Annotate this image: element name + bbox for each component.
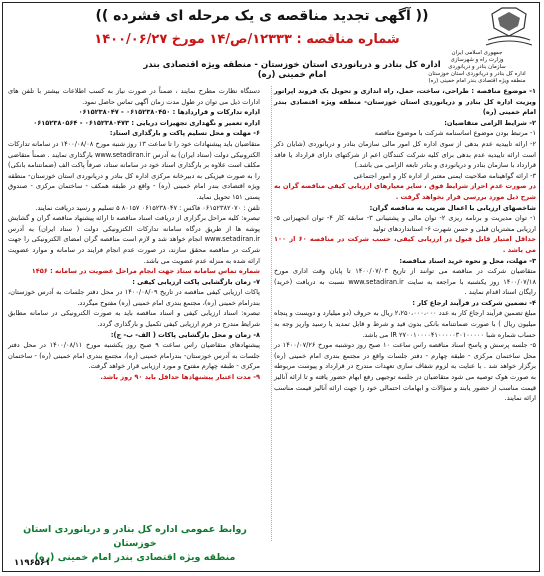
notice-title: (( آگهی تجدید مناقصه ی یک مرحله ای فشرده )) xyxy=(95,8,429,24)
paragraph: شماره تماس سامانه ستاد جهت انجام مراحل عضویت در سامانه : ۱۴۵۶ xyxy=(31,267,260,276)
paragraph: ۱- مرتبط بودن موضوع اساسنامه شرکت با موضوع مناقصه xyxy=(374,129,536,138)
paragraph: ۲- ارائه تاییدیه عدم بدهی از سوی اداره کل امور مالی سازمان بنادر و دریانوردی (شایان ذکر است ارائه تاییدیه عدم بدهی برای کلیه شرکت کنندگان اعم از شرکتهای دارای قرارداد یا فاقد قرارداد با سازمان بنادر و دریانوردی و بنادر تابعه الزامی می باشد.) xyxy=(274,139,536,170)
ports-organization-logo-icon xyxy=(480,6,538,50)
org-line: جمهوری اسلامی ایران xyxy=(451,50,503,56)
paragraph: تبصره: کلیه مراحل برگزاری از دریافت اسناد مناقصه تا ارائه پیشنهاد مناقصه گران و گشایش پوشه ها از طریق درگاه سامانه تدارکات الکترونیکی دولت ( ستاد ایران) به آدرس www.setadiran.ir انجام خواهد شد و لازم است مناقصه گران امضای الکترونیکی را جهت شرکت در مناقصه محقق سازند، در صورت عدم انجام فرایند در سامانه و موارد عضویت ارائه شده به منزله عدم عضویت می باشد. xyxy=(8,214,260,265)
paragraph: ۶- مهلت و محل تسلیم پاکت و بارگذاری اسناد: xyxy=(109,129,260,138)
left-column xyxy=(8,86,260,556)
paragraph: اداره تدارکات و قراردادها : ۰۶۱۵۲۳۸۰۴۵۰ - ۰۶۱۵۲۳۸۰۴۷ xyxy=(78,108,260,117)
footer-line: روابط عمومی اداره کل بنادر و دریانوردی استان خوزستان xyxy=(23,524,247,549)
org-line: وزارت راه و شهرسازی xyxy=(450,57,504,63)
notice-code: ۱۱۹۶۵۶۱ xyxy=(14,558,51,568)
footer-line: منطقه ویژه اقتصادی بندر امام خمینی (ره) xyxy=(34,552,236,563)
paragraph: تلفن : ۰۶۱۵۲۳۸۲۰۷۰ فاکس : ۰۶۱۵۲۳۸۰۴۷ ۸۰۱۵۷ ۵ تسلیم و رسید دریافت نمایند. xyxy=(35,203,260,212)
paragraph: شاخصهای ارزیابی با اعمال ضریب به مناقصه گران: xyxy=(369,203,536,212)
paragraph: ۲- شرایط الزامی متقاضیان: xyxy=(444,118,536,127)
paragraph: پیشنهادهای متقاضیان راس ساعت ۹ صبح روز یکشنبه مورخ ۱۴۰۰/۰۸/۱۱ در محل دفتر جلسات به آدرس خوزستان- بندرامام خمینی (ره)، مجتمع بندری امام خمینی (ره) - ساختمان مرکزی - طبقه چهارم مفتوح و مورد ارزیابی قرار خواهد گرفت. xyxy=(8,341,260,371)
org-line: سازمان بنادر و دریانوردی xyxy=(448,64,506,70)
paragraph: تبصره: اسناد ارزیابی کیفی و اسناد مناقصه باید به صورت الکترونیکی در سامانه مطابق شرایط مندرج در فرم ارزیابی کیفی تکمیل و بارگذاری گردد. xyxy=(8,309,260,329)
column-divider xyxy=(271,86,272,541)
paragraph: ۱- توان مدیریت و برنامه ریزی ۲- توان مالی و پشتیبانی ۳- سابقه کار ۴- توان انجهیزاتی ۵- ارزیابی مشتریان قبلی و حسن شهرت ۶- استانداردهای تولید xyxy=(274,214,536,233)
paragraph: ۳- مهلت، محل و نحوه خرید اسناد مناقصه: xyxy=(399,256,536,265)
paragraph: ۷- زمان بازگشایی پاکت ارزیابی کیفی : xyxy=(132,277,260,286)
paragraph: متقاضیان باید پیشنهادات خود را تا ساعت ۱۳ روز شنبه مورخ ۱۴۰۰/۰۸/۰۸ در سامانه تدارکات الکترونیکی دولت (ستاد ایران) به آدرس www.setadiran.ir بارگذاری نمایند . ضمناً متقاضی مکلف است علاوه بر بارگذاری اسناد خود در سامانه ستاد، صرفاً پاکت الف (ضمانتنامه بانکی) را به صورت فیزیکی به دبیرخانه مرکزی اداره کل بنادر و دریانوردی استان خوزستان- منطقه ویژه اقتصادی بندر امام خمینی (ره) - واقع در طبقه همکف - ساختمان مرکزی - صندوق پستی ۱۵۱ تحویل نماید. xyxy=(8,139,260,201)
paragraph: مبلغ تضمین فرآیند ارجاع کار به عدد ۲،۲۵۰،۰۰۰،۰۰۰ ریال به حروف (دو میلیارد و دویست و پنجاه میلیون ریال ) با صورت ضمانتنامه بانکی بدون قید و شرط و قابل تمدید یا رسید واریز وجه به حساب شماره شبا IR ۲۷۰۰۱۰۰۰۰۴۱۰۰۰۰۰۳۰۱۰۰۰۰۰ می باشد. xyxy=(274,309,536,339)
tender-number: شماره مناقصه : ۱۲۳۳۳/ص/۱۴ مورخ ۱۴۰۰/۰۶/۲۷ xyxy=(94,32,400,47)
paragraph: ۳- ارائه گواهینامه صلاحیت ایمنی معتبر از اداره کار و امور اجتماعی xyxy=(353,171,536,180)
paragraph: ۱- موضوع مناقصه : طراحی، ساخت، حمل، راه اندازی و تحویل یک فروند اپراتور ویزیت اداره کل بنادر و دریانوردی استان خوزستان- منطقه ویژه اقتصادی بندر امام خمینی (ره) xyxy=(274,87,536,117)
paragraph: دستگاه نظارت مطرح نمایند ، ضمناً در صورت نیاز به کسب اطلاعات بیشتر با تلفن های ادارات ذیل می توان در طول مدت زمان آگهی تماس حاصل نمود. xyxy=(8,87,260,106)
paragraph: ۵- جلسه پرسش و پاسخ اسناد مناقصه راس ساعت ۱۰ صبح روز دوشنبه مورخ ۱۴۰۰/۰۷/۲۶ در محل ساختمان مرکزی - طبقه چهارم - دفتر جلسات واقع در مجتمع بندری امام خمینی (ره) برگزار خواهد شد . با عنایت به لزوم شفاف سازی تعهدات مندرج در قرارداد و پیوست مربوطه به صورت هوک توصیه می شود متقاضیان در جلسه توجیهی رفع ابهام حضور یافته و تا ارائه آنالیز قیمت مناسب از حضور یابند و سؤالات و ابهامات احتمالی خود را جهت ارائه آنالیز قیمت مناسب ارائه نمایند. xyxy=(274,341,536,403)
paragraph: ۸- زمان و محل بازگشایی پاکات ( الف- ب- ج): xyxy=(110,330,260,339)
paragraph: ۹- مدت اعتبار پیشنهادها حداقل باید ۹۰ روز باشد. xyxy=(100,373,260,382)
paragraph: حداقل امتیاز قابل قبول در ارزیابی کیفی، حسب شرکت در مناقصه ۶۰ از ۱۰۰ می باشد . xyxy=(274,235,536,254)
paragraph: پاکات ارزیابی کیفی مناقصه در تاریخ ۱۴۰۰/۰۸/۰۹ در محل دفتر جلسات به آدرس خوزستان، بندرامام خمینی (ره)، مجتمع بندری امام خمینی (ره) مفتوح میگردد. xyxy=(8,288,260,307)
header xyxy=(0,0,544,82)
right-column xyxy=(274,86,536,556)
paragraph: در صورت عدم احراز شرایط فوق ، سایر معیارهای ارزیابی کیفی مناقصه گران به شرح ذیل مورد بررسی قرار نخواهد گرفت . xyxy=(274,182,536,201)
org-line: اداره کل بنادر و دریانوردی استان خوزستان xyxy=(428,71,526,77)
org-line: منطقه ویژه اقتصادی بندر امام خمینی (ره) xyxy=(428,78,526,84)
paragraph: اداره تعمیر و نگهداری تجهیزات دریایی : ۰۶۱۵۲۳۸۰۴۷۳ - ۰۶۱۵۲۳۸۰۵۶۴ xyxy=(33,118,260,127)
paragraph: ۴- تضمین شرکت در فرآیند ارجاع کار : xyxy=(412,298,536,307)
notice-subtitle: اداره کل بنادر و دریانوردی استان خوزستان - منطقه ویژه اقتصادی بندر امام خمینی (ره) xyxy=(143,60,441,80)
paragraph: متقاضیان شرکت در مناقصه می توانند از تاریخ ۱۴۰۰/۰۷/۰۳ تا پایان وقت اداری مورخ ۱۴۰۰/۰۷/۱۸ روز یکشنبه با مراجعه به سایت www.setadiran.ir نسبت به دریافت (خرید) رایگان اسناد اقدام نمایند . xyxy=(274,267,537,297)
